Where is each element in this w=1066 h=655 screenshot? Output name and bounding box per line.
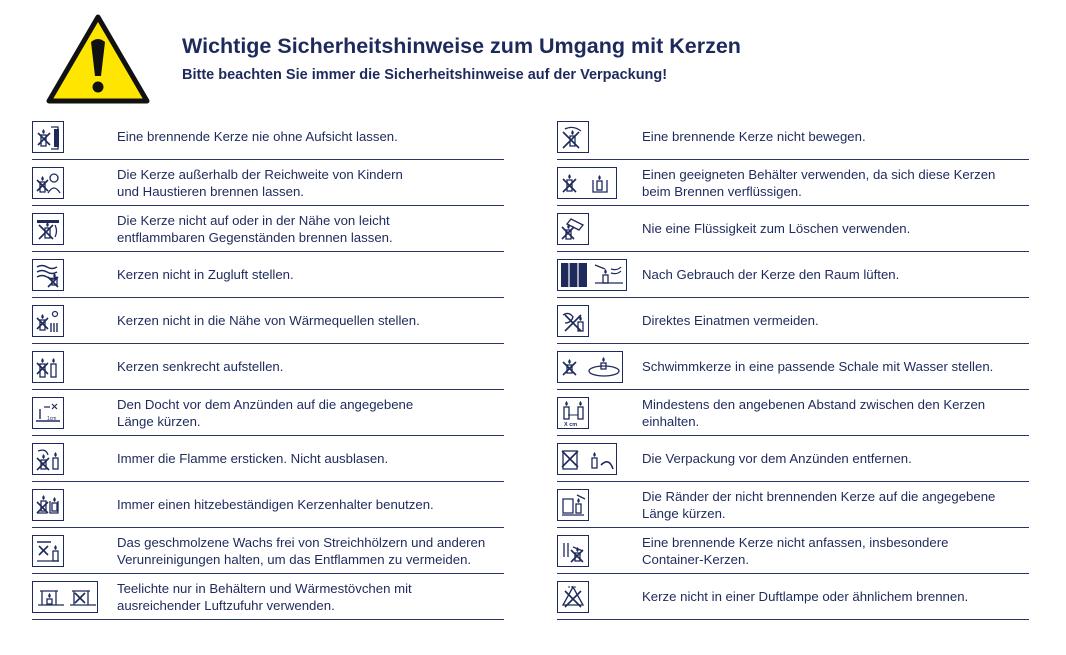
list-item — [32, 206, 504, 252]
safety-instruction-text: Die Kerze außerhalb der Reichweite von Kindern und Haustieren brennen lassen. — [117, 166, 403, 199]
icon-slot — [32, 489, 117, 521]
clean-wax-icon — [32, 535, 64, 567]
tealight-warmer-icon — [32, 581, 98, 613]
svg-text:1cm: 1cm — [47, 415, 57, 422]
icon-slot — [557, 397, 642, 429]
icon-slot — [32, 443, 117, 475]
icon-slot — [557, 305, 642, 337]
icon-slot — [32, 305, 117, 337]
list-item — [32, 252, 504, 298]
no-leave-unattended-icon — [32, 121, 64, 153]
heat-resistant-holder-icon — [32, 489, 64, 521]
icon-slot — [32, 581, 117, 613]
list-item — [557, 114, 1029, 160]
safety-instruction-text: Nie eine Flüssigkeit zum Löschen verwenden. — [642, 221, 911, 236]
safety-instruction-text: Mindestens den angebenen Abstand zwischen den Kerzen einhalten. — [642, 396, 986, 429]
icon-slot — [557, 351, 642, 383]
icon-slot — [32, 121, 117, 153]
safety-instruction-text: Die Verpackung vor dem Anzünden entfernen. — [642, 451, 912, 466]
icon-slot — [32, 213, 117, 245]
warning-triangle-icon — [46, 14, 150, 104]
no-inhale-icon — [557, 305, 589, 337]
page-subtitle: Bitte beachten Sie immer die Sicherheitshinweise auf der Verpackung! — [182, 67, 668, 83]
no-oil-lamp-icon — [557, 581, 589, 613]
icon-slot — [32, 167, 117, 199]
no-move-icon — [557, 121, 589, 153]
safety-instruction-text: Direktes Einatmen vermeiden. — [642, 313, 819, 328]
icon-slot — [32, 397, 117, 429]
list-item — [32, 528, 504, 574]
safety-instruction-text: Eine brennende Kerze nie ohne Aufsicht lassen. — [117, 129, 398, 144]
floating-candle-icon — [557, 351, 623, 383]
distance-icon — [557, 397, 589, 429]
icon-slot — [557, 121, 642, 153]
safety-instruction-text: Immer einen hitzebeständigen Kerzenhalter benutzen. — [117, 497, 434, 512]
list-item — [32, 482, 504, 528]
icon-slot — [32, 535, 117, 567]
list-item — [557, 344, 1029, 390]
list-item — [32, 160, 504, 206]
safety-instruction-text: Einen geeigneten Behälter verwenden, da sich diese Kerzen beim Brennen verflüssigen. — [642, 166, 996, 199]
safety-instruction-text: Die Kerze nicht auf oder in der Nähe von leicht entflammbaren Gegenständen brennen lassen. — [117, 212, 393, 245]
list-item — [32, 298, 504, 344]
no-liquid-icon — [557, 213, 589, 245]
icon-slot — [557, 535, 642, 567]
safety-instruction-text: Den Docht vor dem Anzünden auf die angegebene Länge kürzen. — [117, 396, 414, 429]
icon-slot — [32, 351, 117, 383]
flammable-objects-icon — [32, 213, 64, 245]
ventilate-room-icon — [557, 259, 627, 291]
list-item — [557, 390, 1029, 436]
list-item — [557, 160, 1029, 206]
child-pet-reach-icon — [32, 167, 64, 199]
safety-instruction-text: Immer die Flamme ersticken. Nicht ausblasen. — [117, 451, 389, 466]
remove-packaging-icon — [557, 443, 617, 475]
upright-candle-icon — [32, 351, 64, 383]
list-item — [557, 528, 1029, 574]
list-item — [32, 574, 504, 620]
safety-instruction-text: Nach Gebrauch der Kerze den Raum lüften. — [642, 267, 900, 282]
list-item — [32, 344, 504, 390]
icon-slot — [557, 213, 642, 245]
list-item — [32, 436, 504, 482]
list-item — [32, 390, 504, 436]
icon-slot — [557, 443, 642, 475]
safety-instruction-text: Eine brennende Kerze nicht anfassen, insbesondere Container-Kerzen. — [642, 534, 949, 567]
left-column — [32, 114, 504, 620]
safety-instruction-text: Kerzen senkrecht aufstellen. — [117, 359, 284, 374]
safety-instruction-text: Kerzen nicht in die Nähe von Wärmequellen stellen. — [117, 313, 420, 328]
icon-slot — [557, 489, 642, 521]
safety-instruction-text: Kerzen nicht in Zugluft stellen. — [117, 267, 294, 282]
list-item — [32, 114, 504, 160]
safety-instruction-text: Kerze nicht in einer Duftlampe oder ähnlichem brennen. — [642, 589, 969, 604]
icon-slot — [557, 259, 642, 291]
list-item — [557, 436, 1029, 482]
list-item — [557, 574, 1029, 620]
container-icon — [557, 167, 617, 199]
safety-instruction-text: Eine brennende Kerze nicht bewegen. — [642, 129, 866, 144]
safety-instruction-text: Schwimmkerze in eine passende Schale mit Wasser stellen. — [642, 359, 994, 374]
safety-instruction-text: Die Ränder der nicht brennenden Kerze auf die angegebene Länge kürzen. — [642, 488, 996, 521]
list-item — [557, 482, 1029, 528]
trim-wick-icon — [32, 397, 64, 429]
icon-slot — [557, 167, 642, 199]
snuff-flame-icon — [32, 443, 64, 475]
page-title: Wichtige Sicherheitshinweise zum Umgang mit Kerzen — [182, 34, 741, 58]
draught-icon — [32, 259, 64, 291]
list-item — [557, 252, 1029, 298]
list-item — [557, 298, 1029, 344]
heat-source-icon — [32, 305, 64, 337]
list-item — [557, 206, 1029, 252]
right-column — [557, 114, 1029, 620]
icon-slot — [557, 581, 642, 613]
icon-slot — [32, 259, 117, 291]
safety-instruction-text: Teelichte nur in Behältern und Wärmestövchen mit ausreichender Luftzufuhr verwenden. — [117, 580, 412, 613]
svg-text:X cm: X cm — [564, 421, 578, 427]
no-touch-icon — [557, 535, 589, 567]
trim-edges-icon — [557, 489, 589, 521]
safety-instruction-text: Das geschmolzene Wachs frei von Streichhölzern und anderen Verunreinigungen halten, um das Entflammen zu vermeiden. — [117, 534, 486, 567]
